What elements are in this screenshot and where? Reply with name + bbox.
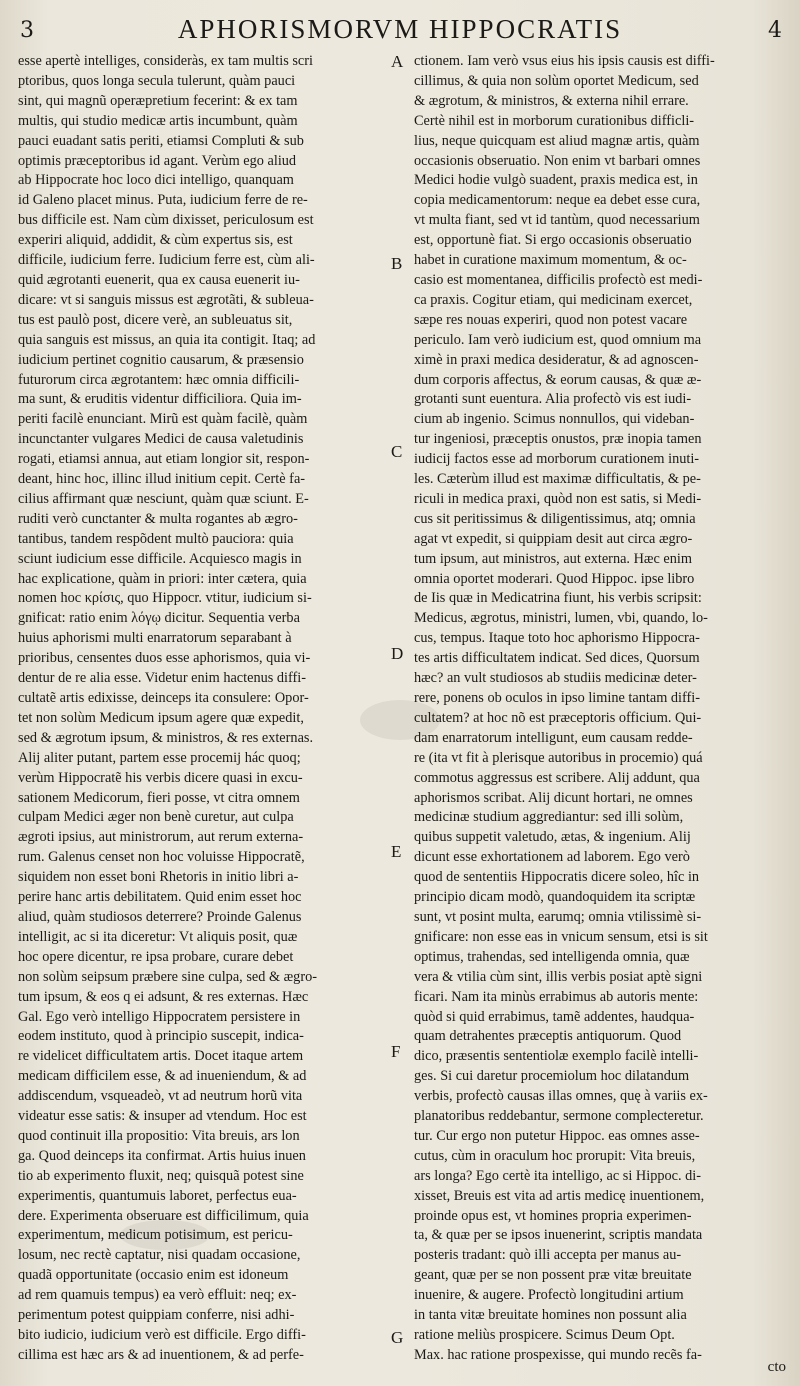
text-line: difficile, iudicium ferre. Iudicium ferre est, cùm ali- [18, 252, 315, 269]
text-line: dam enarratorum intelligunt, eum causam redde- [414, 729, 693, 746]
text-line: ruditi verò cunctanter & multa rogantes ab ægro- [18, 510, 298, 527]
text-line: rere, ponens ob oculos in ipso limine tantam diffi- [414, 690, 701, 706]
text-line: cutus, cùm in oraculum hoc prorupit: Vita breuis, [414, 1147, 696, 1164]
left-text-column [18, 52, 386, 1366]
text-line: sciunt iudicium esse difficile. Acquiesco magis in [18, 550, 302, 567]
text-line: cultatem? at hoc nõ est præceptoris officium. Qui- [414, 709, 702, 726]
text-line: ptoribus, quos longa secula tulerunt, quàm pauci [18, 72, 296, 89]
text-line: copia medicamentorum: neque ea debet esse cura, [414, 192, 701, 209]
text-line: iudicij factos esse ad morborum curationem inuti- [414, 451, 700, 468]
text-line: tus est paulò post, dicere verè, an subleuatus sit, [18, 311, 293, 328]
page-number-right: 4 [768, 18, 782, 43]
text-line: cillima est hæc ars & ad inuentionem, & ad perfe- [18, 1346, 304, 1363]
text-line: re videlicet difficultatem artis. Docet itaque artem [18, 1048, 304, 1065]
text-line: commotus aggressus est scribere. Alij addunt, qua [414, 769, 700, 786]
text-line: hæc? an vult studiosos ab studiis medicinæ deter- [414, 670, 697, 687]
text-line: xisset, Breuis est vita ad artis medicę inuentionem, [414, 1187, 705, 1204]
text-line: dum corporis affectus, & eorum causas, & quæ æ- [414, 371, 702, 388]
text-line: ars longa? Ego certè ita intelligo, ac si Hippoc. di- [414, 1167, 702, 1184]
text-line: sæpe res nouas experiri, quod non potest vacare [414, 311, 688, 328]
text-line: dicare: vt si sanguis missus est ægrotãti, & subleua- [18, 291, 314, 308]
text-line: cium ab ingenio. Scimus nonnullos, qui videban- [414, 411, 695, 428]
text-line: periculo. Iam verò iudicium est, quod omnium ma [414, 331, 702, 348]
text-line: culpam Medici æger non benè curetur, aut culpa [18, 809, 294, 826]
text-line: futurorum circa ægrotantem: hæc omnia difficili- [18, 371, 300, 388]
text-line: tum ipsum, aut ministros, aut externa. Hæc enim [414, 550, 692, 567]
text-line: Max. hac ratione prospexisse, qui mundo recẽs fa- [414, 1346, 702, 1363]
text-line: aphorismos scribat. Alij dicunt hortari, ne omnes [414, 789, 693, 806]
text-line: vera & vtilia cùm sint, illis verbis posiat aptè signi [414, 968, 703, 985]
text-line: habet in curatione maximum momentum, & oc- [414, 252, 687, 269]
text-line: ad rem quamuis tempus) ea verò effluit: neq; ex- [18, 1287, 297, 1304]
text-line: grotanti sunt euentura. Alia profectò vis est iudi- [414, 391, 692, 408]
margin-letter: E [391, 842, 402, 861]
text-line: sed & ægrotum ipsum, & ministros, & res externas. [18, 729, 314, 746]
text-line: ca praxis. Cogitur etiam, qui medicinam exercet, [414, 291, 693, 308]
text-line: esse apertè intelliges, consideràs, ex tam multis scri [18, 53, 313, 69]
text-line: tes artis difficultatem indicat. Sed dices, Quorsum [414, 650, 700, 667]
text-line: omnia oportet moderari. Quod Hippoc. ipse libro [414, 570, 695, 587]
text-line: dentur de re alia esse. Videtur enim hactenus diffi- [18, 670, 307, 687]
text-line: in tanta vitæ breuitate homines non possunt alia [414, 1307, 687, 1324]
catchword: cto [767, 1359, 786, 1375]
text-line: quid ægrotanti euenerit, qua ex causa euenerit iu- [18, 271, 300, 288]
text-line: proinde opus est, vt homines propria experimen- [414, 1207, 692, 1224]
text-line: cillimus, & quia non solùm oportet Medicum, sed [414, 72, 699, 89]
text-line: Medici hodie vulgò suadent, praxis medica est, in [414, 172, 698, 189]
text-line: quod continuit illa propositio: Vita breuis, ars lon [18, 1127, 300, 1144]
running-head: APHORISMORVM HIPPOCRATIS [177, 14, 623, 44]
text-line: gnificat: ratio enim λόγῳ dicitur. Sequentia verba [18, 610, 300, 627]
text-line: prioribus, censentes duos esse aphorismos, quia vi- [18, 650, 311, 667]
text-line: les. Cæterùm illud est maximæ difficultatis, & pe- [414, 471, 701, 488]
margin-letter: C [391, 442, 403, 461]
text-line: cultatẽ artis edixisse, deinceps ita consulere: Opor- [18, 690, 309, 706]
margin-letter: B [391, 254, 403, 273]
text-line: optimus, trahendas, sed intelligenda omnia, quæ [414, 948, 690, 965]
text-line: posteris tradant: quò illi accepta per manus au- [414, 1247, 682, 1264]
text-line: cilius affirmant quæ nesciunt, quàm quæ sciunt. E- [18, 490, 309, 507]
text-line: quam detrahentes præceptis antiquorum. Quod [414, 1028, 682, 1045]
text-line: perire hanc artis debilitatem. Quid enim esset hoc [18, 889, 302, 906]
text-line: periti facilè enunciant. Mirũ est quàm facilè, quàm [18, 411, 308, 428]
text-line: ga. Quod deinceps ita confirmat. Artis huius inuen [18, 1147, 306, 1164]
text-line: planatoribus reddebantur, sermone complecteretur. [414, 1108, 704, 1125]
text-line: losum, nec rectè captatur, nisi quadam occasione, [18, 1247, 301, 1264]
text-line: Medicus, ægrotus, ministri, lumen, vbi, quando, lo- [414, 610, 708, 627]
text-line: quadã opportunitate (occasio enim est idoneum [18, 1267, 289, 1284]
text-line: Gal. Ego verò intelligo Hippocratem persistere in [18, 1008, 301, 1025]
text-line: sint, qui magnũ operæpretium fecerint: & ex tam [18, 92, 298, 109]
margin-letter: D [391, 644, 404, 663]
text-line: cus, tempus. Itaque toto hoc aphorismo Hippocra- [414, 630, 700, 647]
text-line: experimentis, quantumuis laboret, perfectus eua- [18, 1187, 297, 1204]
text-line: hac explicatione, quàm in priori: inter cætera, quia [18, 570, 307, 587]
text-line: ægroti ipsius, aut ministrorum, aut rerum externa- [18, 829, 304, 846]
text-line: vt multa fiant, sed vt id tantùm, quod necessarium [414, 212, 700, 229]
text-line: riculi in medica praxi, quòd non est satis, si Medi- [414, 490, 702, 507]
text-line: principio dicam modò, quandoquidem ita scriptæ [414, 889, 696, 906]
text-line: ximè in praxi medica desideratur, & ad agnoscen- [414, 351, 699, 368]
text-line: experiri aliquid, addidit, & cùm expertus sis, est [18, 232, 293, 249]
text-line: agat vt expedit, si quippiam desit aut circa ægro- [414, 530, 693, 547]
text-line: dicunt esse exhortationem ad laborem. Ego verò [414, 849, 690, 866]
text-line: quod de sententiis Hippocratis dicere soleo, hîc in [414, 869, 700, 886]
text-line: incunctanter vulgares Medici de causa valetudinis [18, 431, 304, 448]
text-line: perimentum potest quippiam conferre, nisi adhi- [18, 1307, 295, 1324]
text-line: dere. Experimenta obseruare est difficilimum, quia [18, 1207, 309, 1224]
text-line: aliud, quàm studiosos deterrere? Proinde Galenus [18, 908, 302, 925]
text-line: optimis præceptoribus id agant. Verùm ego aliud [18, 152, 297, 169]
margin-letter: F [391, 1042, 401, 1061]
text-line: id Galeno placet minus. Puta, iudicium ferre de re- [18, 192, 308, 209]
text-line: ta, & quæ per se ipsos inuenerint, scriptis mandata [414, 1227, 703, 1244]
text-line: medicam difficilem esse, & ad inueniendum, & ad [18, 1068, 307, 1085]
text-line: rum. Galenus censet non hoc voluisse Hippocratẽ, [18, 849, 305, 866]
text-line: geant, quæ per se non possent præ vitæ breuitate [414, 1267, 692, 1284]
text-line: bito iudicio, iudicium verò est difficile. Ergo diffi- [18, 1327, 306, 1343]
text-line: cus sit peritissimus & diligentissimus, atq; omnia [414, 510, 696, 527]
text-line: casio est momentanea, difficilis profectò est medi- [414, 271, 703, 288]
margin-letter: G [391, 1328, 404, 1347]
text-line: verbis, profectò causas illas omnes, quę à variis ex- [414, 1088, 708, 1105]
text-line: Certè nihil est in morborum curationibus difficli- [414, 112, 695, 129]
text-line: siquidem non esset boni Rhetoris in initio libri a- [18, 869, 299, 886]
text-line: sunt, vt posint multa, earumq; omnia vtilissimè si- [414, 908, 702, 925]
text-line: rogati, etiamsi annua, aut etiam longior sit, respon- [18, 451, 310, 468]
text-line: addiscendum, vsqueadeò, vt ad neutrum horũ vita [18, 1088, 303, 1105]
text-line: iudicium pertinet cognitio causarum, & præsensio [18, 351, 304, 368]
text-line: occasionis obseruatio. Non enim vt barbari omnes [414, 152, 701, 169]
text-line: quòd si quid errabimus, tamẽ addentes, haudqua- [414, 1008, 695, 1025]
text-line: tum ipsum, & eos q ei adsunt, & res externas. Hæc [18, 988, 309, 1005]
text-line: multis, qui studio medicæ artis incumbunt, quàm [18, 112, 298, 129]
text-line: non solùm seipsum præbere sine culpa, sed & ægro- [18, 968, 317, 985]
text-line: gnificare: non esse eas in vnicum sensum, etsi is sit [414, 928, 708, 945]
text-line: quia sanguis est missus, an quia ita contigit. Itaq; ad [18, 331, 316, 348]
text-line: re (ita vt fit à plerisque autoribus in procemio) quá [414, 749, 703, 766]
text-line: tet non solùm Medicum ipsum agere quæ expedit, [18, 709, 304, 726]
text-line: experimentum, medicum potisimum, est pericu- [18, 1227, 293, 1244]
text-line: tantibus, tandem respõdent multò pauciora: quia [18, 530, 294, 547]
text-line: est, opportunè fiat. Si ergo occasionis obseruatio [414, 232, 692, 249]
text-line: huius aphorismi multi enarratorum separabant à [18, 630, 292, 647]
text-line: eodem instituto, quod à principio suscepit, indica- [18, 1028, 304, 1045]
text-line: bus difficile est. Nam cùm dixisset, periculosum est [18, 212, 314, 229]
page-number-left: 3 [20, 18, 34, 43]
text-line: nomen hoc κρίσις, quo Hippocr. vtitur, iudicium si- [18, 590, 312, 607]
text-line: ratione meliùs prospicere. Scimus Deum Opt. [414, 1327, 675, 1343]
text-line: intelligit, ac si ita diceretur: Vt aliquis posit, quæ [18, 928, 298, 945]
text-line: dico, præsentis sententiolæ exemplo facilè intelli- [414, 1048, 699, 1065]
text-line: ctionem. Iam verò vsus eius his ipsis causis est diffi- [414, 53, 715, 69]
text-line: medicinæ studium aggrediantur: sed illi solùm, [414, 809, 684, 826]
text-line: deant, hinc hoc, illinc illud initium cepit. Certè fa- [18, 471, 306, 488]
margin-letter: A [391, 52, 404, 71]
text-line: tio ab experimento fluxit, neq; quisquã potest sine [18, 1167, 304, 1184]
text-line: tur. Cur ergo non putetur Hippoc. eas omnes asse- [414, 1127, 700, 1144]
text-line: quibus suppetit valetudo, ætas, & ingenium. Alij [414, 829, 691, 846]
right-text-column [414, 52, 782, 1366]
text-line: ges. Si cui daretur procemiolum hoc dilatandum [414, 1068, 690, 1085]
text-line: tur ingeniosi, præceptis onustos, præ inopia tamen [414, 431, 702, 448]
text-line: Alij aliter putant, partem esse procemij hác quoq; [18, 749, 301, 766]
text-line: sationem Medicorum, fieri posse, vt citra omnem [18, 789, 300, 806]
text-line: ficari. Nam ita minùs errabimus ab autoris mente: [414, 988, 699, 1005]
text-line: pauci euadant satis periti, etiamsi Compluti & sub [18, 132, 304, 149]
text-line: ab Hippocrate hoc loco dici intelligo, quanquam [18, 172, 294, 189]
text-line: hoc opere dicentur, re ipsa probare, curare debet [18, 948, 294, 965]
text-line: & ægrotum, & ministros, & externa nihil errare. [414, 92, 689, 109]
text-line: lius, neque quicquam est aliud magnæ artis, quàm [414, 132, 700, 149]
text-line: verùm Hippocratẽ his verbis dicere quasi in excu- [18, 769, 303, 786]
text-line: ma sunt, & eruditis videntur difficiliora. Quia im- [18, 391, 302, 408]
text-line: inuenire, & augere. Profectò longitudini artium [414, 1287, 684, 1304]
text-line: de Iis quæ in Medicatrina fiunt, his verbis scripsit: [414, 590, 702, 607]
text-line: videatur esse satis: & insuper ad vtendum. Hoc est [18, 1108, 307, 1125]
